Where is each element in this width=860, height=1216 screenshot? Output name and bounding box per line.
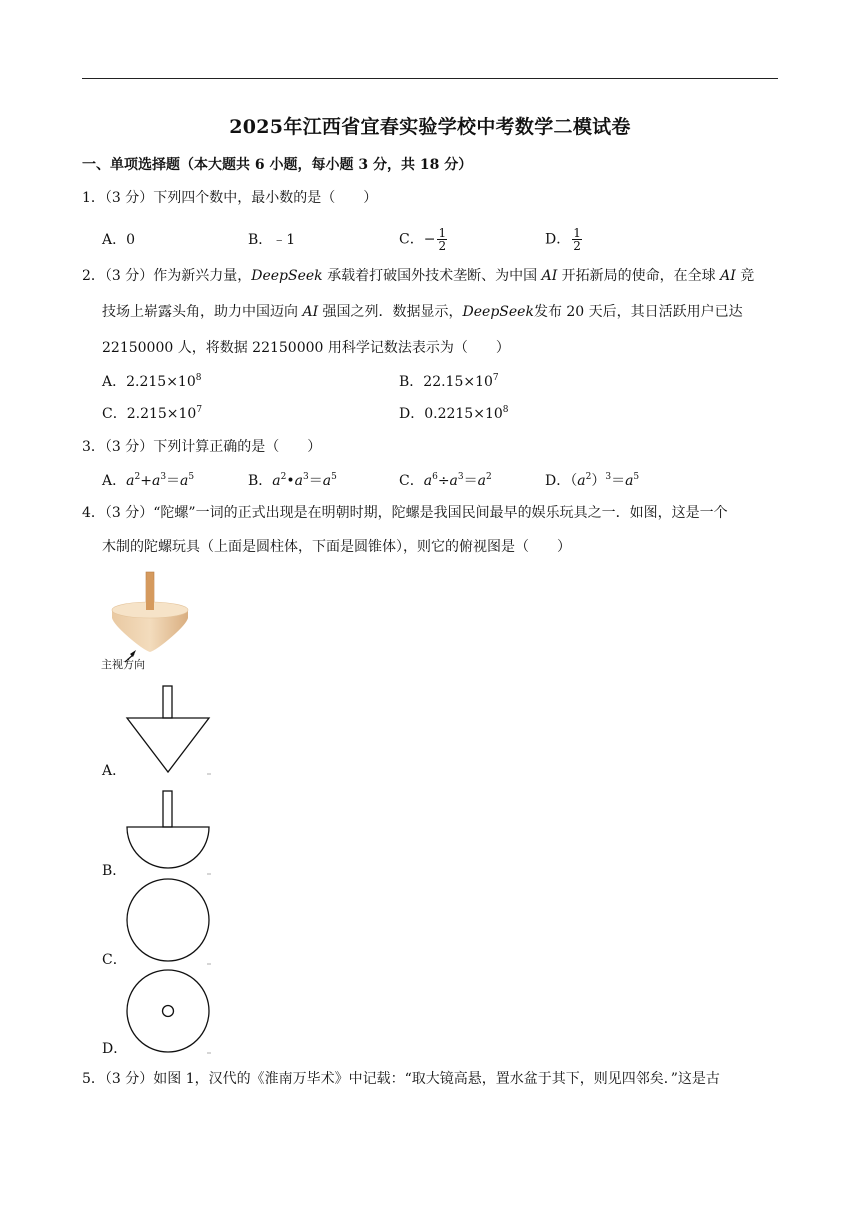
q3-stem: 3．（3 分）下列计算正确的是（ ） (82, 439, 322, 455)
q4-option-b-label[interactable]: B． (102, 863, 127, 879)
q2-stem-line2: 技场上崭露头角，助力中国迈向 AI 强国之列．数据显示，DeepSeek发布 20 天后，其日活跃用户已达 (102, 304, 743, 320)
fraction: $\frac{1}{2}$ (438, 226, 447, 253)
q4-stem-line2: 木制的陀螺玩具（上面是圆柱体，下面是圆锥体），则它的俯视图是（ ） (102, 539, 571, 555)
spinning-top-photo (100, 570, 210, 670)
q2-option-a[interactable]: A．$2.215\times 10^8$ (102, 373, 202, 390)
q1-option-d[interactable] (545, 227, 582, 252)
q1-option-a[interactable]: A．0 (102, 232, 136, 248)
q4-option-a-label[interactable]: A． (102, 763, 127, 779)
q3-option-d[interactable]: D．$(a^2)^3=a^5$ (545, 472, 640, 489)
fraction: $\frac{1}{2}$ (573, 226, 581, 253)
q2-stem-line3: 22150000 人，将数据 22150000 用科学记数法表示为（ ） (102, 340, 510, 356)
q2-option-b[interactable]: B．$22.15\times 10^7$ (399, 373, 499, 390)
q2-option-c[interactable]: C．$2.215\times 10^7$ (102, 405, 203, 422)
page-title: 2025年江西省宜春实验学校中考数学二模试卷 (229, 116, 631, 138)
q4-option-b-figure[interactable] (124, 788, 214, 876)
q1-option-c[interactable] (399, 227, 447, 252)
q5-stem-line1: 5．（3 分）如图 1，汉代的《淮南万毕术》中记载：“取大镜高悬，置水盆于其下，则见四邻矣．”这是古 (82, 1071, 720, 1087)
q3-option-c[interactable]: C．$a^6\div a^3=a^2$ (399, 472, 492, 489)
q4-option-c-label[interactable]: C． (102, 952, 127, 968)
q3-option-a[interactable]: A．$a^2+a^3=a^5$ (102, 472, 195, 489)
q4-stem-line1: 4．（3 分）“陀螺”一词的正式出现是在明朝时期，陀螺是我国民间最早的娱乐玩具之一．如图，这是一个 (82, 505, 728, 521)
q2-option-d[interactable]: D．$0.2215\times 10^8$ (399, 405, 509, 422)
q4-option-d-label[interactable]: D． (102, 1041, 128, 1057)
q4-option-d-figure[interactable] (124, 967, 214, 1057)
q4-option-c-figure[interactable] (124, 878, 214, 968)
q4-option-a-figure[interactable] (124, 684, 214, 776)
section-heading: 一、单项选择题（本大题共 6 小题，每小题 3 分，共 18 分） (82, 157, 473, 173)
header-rule (82, 78, 778, 79)
q1-option-b[interactable]: B．﹣1 (248, 232, 296, 248)
q1-option-c-prefix: C．− (399, 231, 436, 248)
q2-stem-line1: 2．（3 分）作为新兴力量，DeepSeek 承载着打破国外技术垄断、为中国 AI 开拓新局的使命，在全球 AI 竞 (82, 268, 755, 284)
photo-caption: 主视方向 (101, 658, 145, 671)
q1-option-d-prefix: D． (545, 231, 571, 248)
q1-stem: 1．（3 分）下列四个数中，最小数的是（ ） (82, 190, 378, 206)
q3-option-b[interactable]: B．$a^2•a^3=a^5$ (248, 472, 337, 489)
